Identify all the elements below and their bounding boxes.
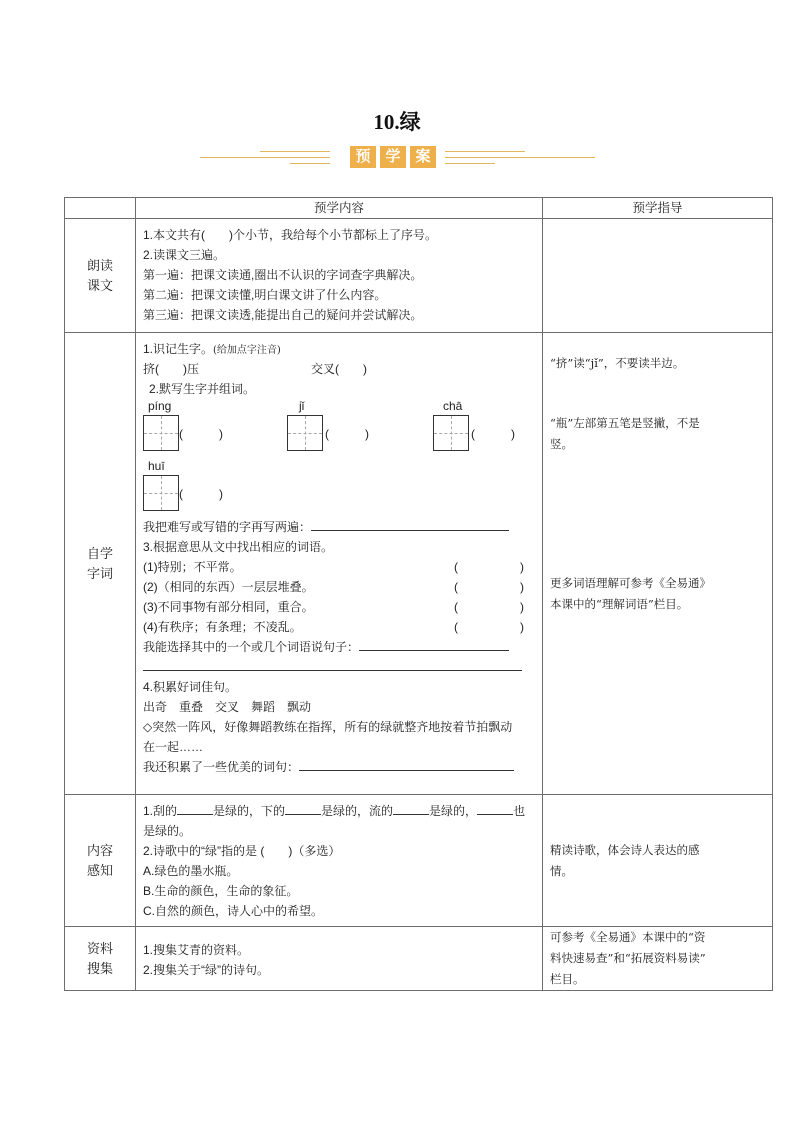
banner-char: 学 [380,146,406,168]
collect-guide [543,927,773,991]
guide-words: 更多词语理解可参考《全易通》 [550,576,711,590]
word-paren[interactable]: ( ) [179,427,223,441]
definition: (4)有秩序；有条理；不凌乱。 [143,620,302,634]
vocab-guide [543,333,773,795]
guide-words: 本课中的“理解词语”栏目。 [550,597,689,611]
definition: (2)（相同的东西）一层层堆叠。 [143,580,314,594]
collect-content [136,927,543,991]
quote-line: ◇突然一阵风，好像舞蹈教练在指挥，所有的绿就整齐地按着节拍飘动 [143,720,513,734]
option-b[interactable]: B.生命的颜色，生命的象征。 [143,884,299,898]
option-a[interactable]: A.绿色的墨水瓶。 [143,864,239,878]
fill-blank[interactable] [177,801,213,815]
guide-collect: 可参考《全易通》本课中的“资 [550,930,706,944]
sentence-blank-2[interactable] [143,657,522,671]
guide-collect: 栏目。 [550,972,585,986]
collect-line: 2.搜集关于“绿”的诗句。 [143,962,270,977]
good-words: 出奇 重叠 交叉 舞蹈 飘动 [143,700,312,714]
pinyin-ji: jǐ [299,399,305,413]
write-box[interactable] [433,415,469,451]
reading-guide [543,219,773,333]
header-content: 预学内容 [136,198,543,219]
fill-blank[interactable] [285,801,321,815]
question-2: 2.诗歌中的“绿”指的是 ( )（多选） [143,844,341,858]
fill-blank[interactable] [477,801,513,815]
guide-ping: “瓶”左部第五笔是竖撇，不是 [550,416,700,430]
guide-poem: 精读诗歌，体会诗人表达的感 [550,842,700,857]
category-reading: 朗读 课文 [65,219,136,333]
write-box[interactable] [143,475,179,511]
rewrite-prompt: 我把难写或写错的字再写两遍： [143,520,312,534]
study-table [64,197,773,991]
pinyin-grid [143,399,536,517]
definition: (1)特别；不平常。 [143,560,242,574]
word-paren[interactable]: ( ) [471,427,515,441]
fill-blank[interactable] [393,801,429,815]
word-paren[interactable]: ( ) [325,427,369,441]
accum-prompt: 我还积累了一些优美的词句： [143,760,300,774]
vocab-content: 1.识记生字。(给加点字注音) 挤( )压 交叉( ) 2.默写生字并组词。 píng ( ) jǐ ( ) chā ( ) huī ( ) 我把难写或写错的字再写两遍： 3.根据意思从文中找出相应的词语。 (1)特别；不平常。 ( ) (2)（相同的东西）一层层堆叠。 ( ) (3)不同事物有部分相同，重合。 ( ) (4)有秩序；有条理；不凌乱。 ( ) 我能选择其中的一个或几个词语说句子： 4.积累好词佳句。 出奇 重叠 交叉 舞蹈 飘动 ◇突然一阵风，好像舞蹈教练在指挥，所有的绿就整齐地按着节拍飘动 在一起…… 我还积累了一些优美的词句： [136,333,543,795]
guide-ji: “挤”读“jǐ”，不要读半边。 [550,356,685,370]
vocab-task3: 3.根据意思从文中找出相应的词语。 [143,540,334,554]
reading-line: 第二遍：把课文读懂,明白课文讲了什么内容。 [143,288,387,302]
reading-line: 2.读课文三遍。 [143,248,226,262]
word-ji: 挤( )压 [143,362,199,376]
category-collect: 资料 搜集 [65,927,136,991]
header-blank [65,198,136,219]
pinyin-hui: huī [148,459,165,473]
guide-poem: 情。 [550,863,573,878]
option-c[interactable]: C.自然的颜色，诗人心中的希望。 [143,904,324,918]
accum-blank[interactable] [299,757,514,771]
vocab-task1-note: (给加点字注音) [213,345,281,356]
category-perception: 内容 感知 [65,795,136,927]
banner-char: 案 [410,146,436,168]
write-box[interactable] [287,415,323,451]
guide-collect: 料快速易查”和“拓展资料易读” [550,951,706,965]
quote-line: 在一起…… [143,740,204,754]
sentence-prompt: 我能选择其中的一个或几个词语说句子： [143,640,360,654]
perception-guide [543,795,773,927]
reading-line: 第一遍：把课文读通,圈出不认识的字词查字典解决。 [143,268,423,282]
section-banner [200,145,594,171]
definition: (3)不同事物有部分相同，重合。 [143,600,314,614]
vocab-task4: 4.积累好词佳句。 [143,680,238,694]
sentence-blank[interactable] [359,637,509,651]
rewrite-blank[interactable] [311,517,509,531]
reading-line: 第三遍：把课文读透,能提出自己的疑问并尝试解决。 [143,308,423,322]
header-guide: 预学指导 [543,198,773,219]
write-box[interactable] [143,415,179,451]
perception-content: 1.刮的 是绿的，下的 是绿的，流的 是绿的， 也 是绿的。 2.诗歌中的“绿”指的是 ( )（多选） A.绿色的墨水瓶。 B.生命的颜色，生命的象征。 C.自然的颜色，诗人心中的希望。 [136,795,543,927]
reading-line: 1.本文共有( )个小节，我给每个小节都标上了序号。 [143,228,438,242]
vocab-task1: 1.识记生字。 [143,342,214,356]
guide-ping: 竖。 [550,437,573,451]
word-paren[interactable]: ( ) [179,487,223,501]
word-jiaocha: 交叉( ) [311,362,367,376]
reading-content [136,219,543,333]
vocab-task2: 2.默写生字并组词。 [149,382,256,396]
banner-char: 预 [350,146,376,168]
pinyin-cha: chā [443,399,463,413]
page-title: 10.绿 [373,110,421,134]
pinyin-ping: píng [148,399,172,413]
collect-line: 1.搜集艾青的资料。 [143,942,250,957]
category-vocab: 自学 字词 [65,333,136,795]
question-1-end: 是绿的。 [143,824,192,838]
